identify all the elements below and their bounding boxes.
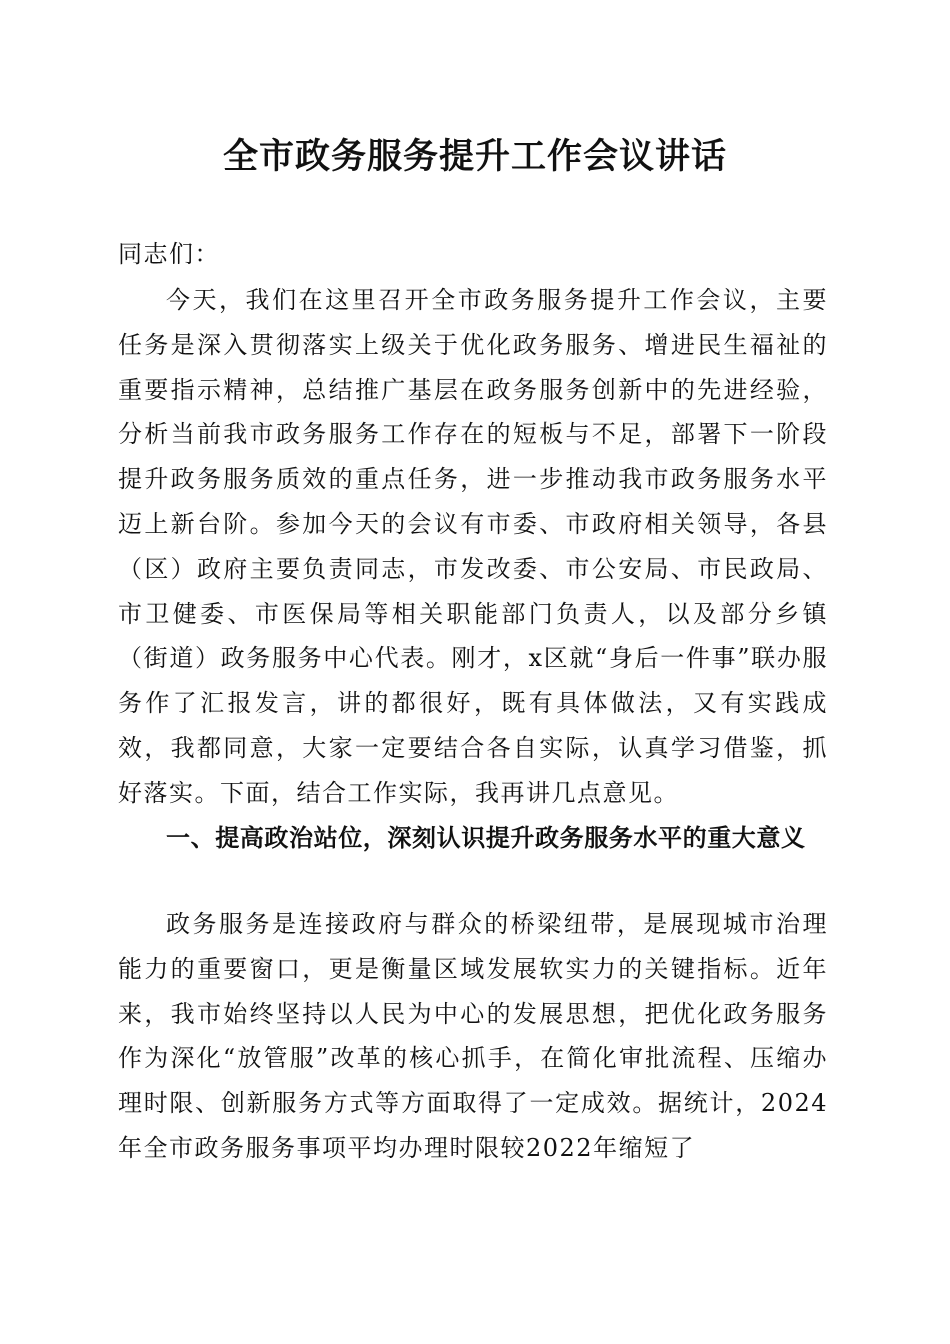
greeting: 同志们： (118, 240, 220, 268)
document-title: 全市政务服务提升工作会议讲话 (222, 136, 727, 177)
paragraph-intro: 今天，我们在这里召开全市政务服务提升工作会议，主要任务是深入贯彻落实上级关于优化政务服务、增进民生福祉的重要指示精神，总结推广基层在政务服务创新中的先进经验，分析当前我市政务服务工作存在的短板与不足，部署下一阶段提升政务服务质效的重点任务，进一步推动我市政务服务水平迈上新台阶。参加今天的会议有市委、市政府相关领导，各县（区）政府主要负责同志，市发改委、市公安局、市民政局、市卫健委、市医保局等相关职能部门负责人，以及部分乡镇（街道）政务服务中心代表。刚才，x区就“身后一件事”联办服务作了汇报发言，讲的都很好，既有具体做法，又有实践成效，我都同意，大家一定要结合各自实际，认真学习借鉴，抓好落实。下面，结合工作实际，我再讲几点意见。 (118, 286, 828, 807)
section-heading-1: 一、提高政治站位，深刻认识提升政务服务水平的重大意义 (166, 824, 806, 852)
paragraph-section-1: 政务服务是连接政府与群众的桥梁纽带，是展现城市治理能力的重要窗口，更是衡量区域发展软实力的关键指标。近年来，我市始终坚持以人民为中心的发展思想，把优化政务服务作为深化“放管服”改革的核心抓手，在简化审批流程、压缩办理时限、创新服务方式等方面取得了一定成效。据统计，2024年全市政务服务事项平均办理时限较2022年缩短了 (118, 910, 828, 1162)
